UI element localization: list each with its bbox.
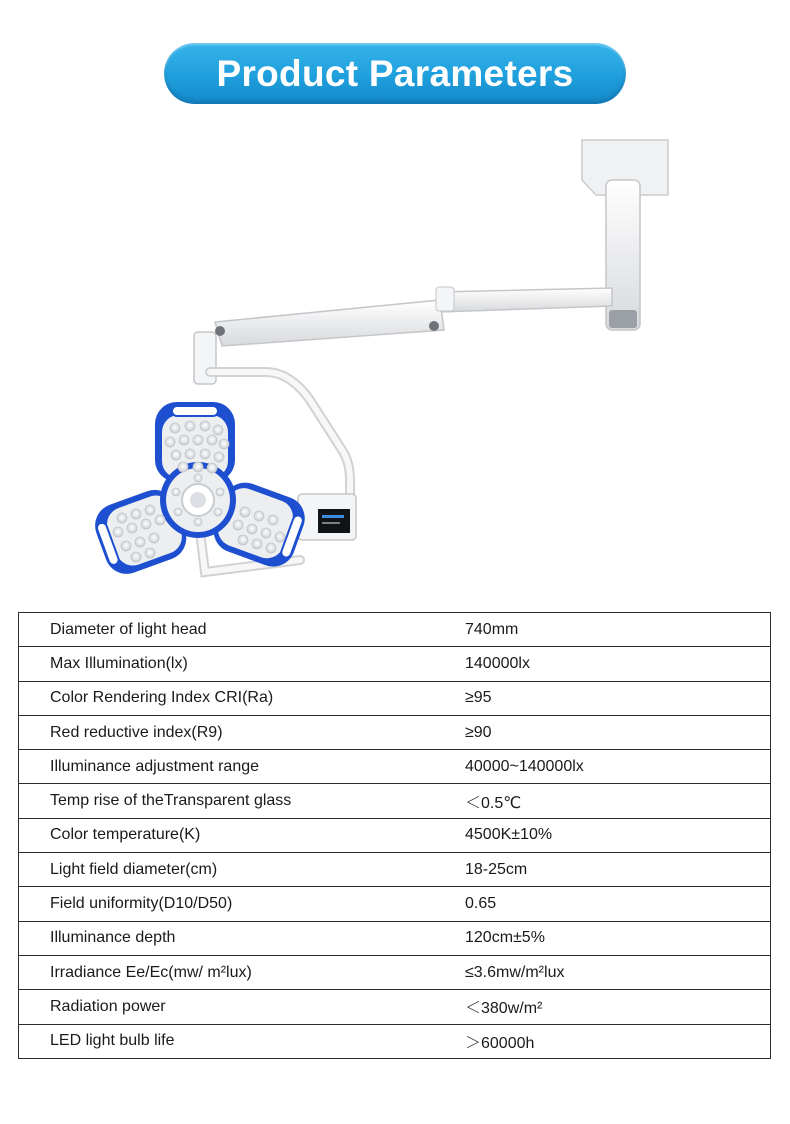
param-row: [19, 1024, 771, 1058]
param-row: [19, 613, 771, 647]
param-label: Field uniformity(D10/D50): [19, 887, 423, 921]
param-label: Illuminance depth: [19, 921, 423, 955]
param-label: Red reductive index(R9): [19, 715, 423, 749]
param-label: Color Rendering Index CRI(Ra): [19, 681, 423, 715]
param-row: [19, 955, 771, 989]
param-label: LED light bulb life: [19, 1024, 423, 1058]
param-value: ＜0.5℃: [422, 784, 771, 818]
param-value: ≥90: [422, 715, 771, 749]
spring-arm: [194, 287, 612, 500]
param-value: 120cm±5%: [422, 921, 771, 955]
param-label: Radiation power: [19, 990, 423, 1024]
param-value: 140000lx: [422, 647, 771, 681]
param-row: [19, 990, 771, 1024]
param-row: [19, 681, 771, 715]
param-value: 0.65: [422, 887, 771, 921]
param-value: 40000~140000lx: [422, 750, 771, 784]
param-row: [19, 647, 771, 681]
param-row: [19, 715, 771, 749]
surgical-lamp-image: [0, 110, 790, 590]
parameters-table: [18, 612, 771, 1059]
param-row: [19, 921, 771, 955]
param-label: Diameter of light head: [19, 613, 423, 647]
param-label: Max Illumination(lx): [19, 647, 423, 681]
param-value: 4500K±10%: [422, 818, 771, 852]
param-label: Illuminance adjustment range: [19, 750, 423, 784]
param-value: ≥95: [422, 681, 771, 715]
param-value: ＞60000h: [422, 1024, 771, 1058]
param-value: ≤3.6mw/m²lux: [422, 955, 771, 989]
param-label: Temp rise of theTransparent glass: [19, 784, 423, 818]
control-panel: [298, 494, 356, 540]
param-label: Light field diameter(cm): [19, 853, 423, 887]
page-title: Product Parameters: [216, 52, 574, 94]
param-row: [19, 784, 771, 818]
param-value: ＜380w/m²: [422, 990, 771, 1024]
param-row: [19, 887, 771, 921]
param-label: Color temperature(K): [19, 818, 423, 852]
param-value: 18-25cm: [422, 853, 771, 887]
param-row: [19, 818, 771, 852]
param-value: 740mm: [422, 613, 771, 647]
param-label: Irradiance Ee/Ec(mw/ m²lux): [19, 955, 423, 989]
param-row: [19, 750, 771, 784]
title-banner: [164, 43, 626, 104]
param-row: [19, 853, 771, 887]
